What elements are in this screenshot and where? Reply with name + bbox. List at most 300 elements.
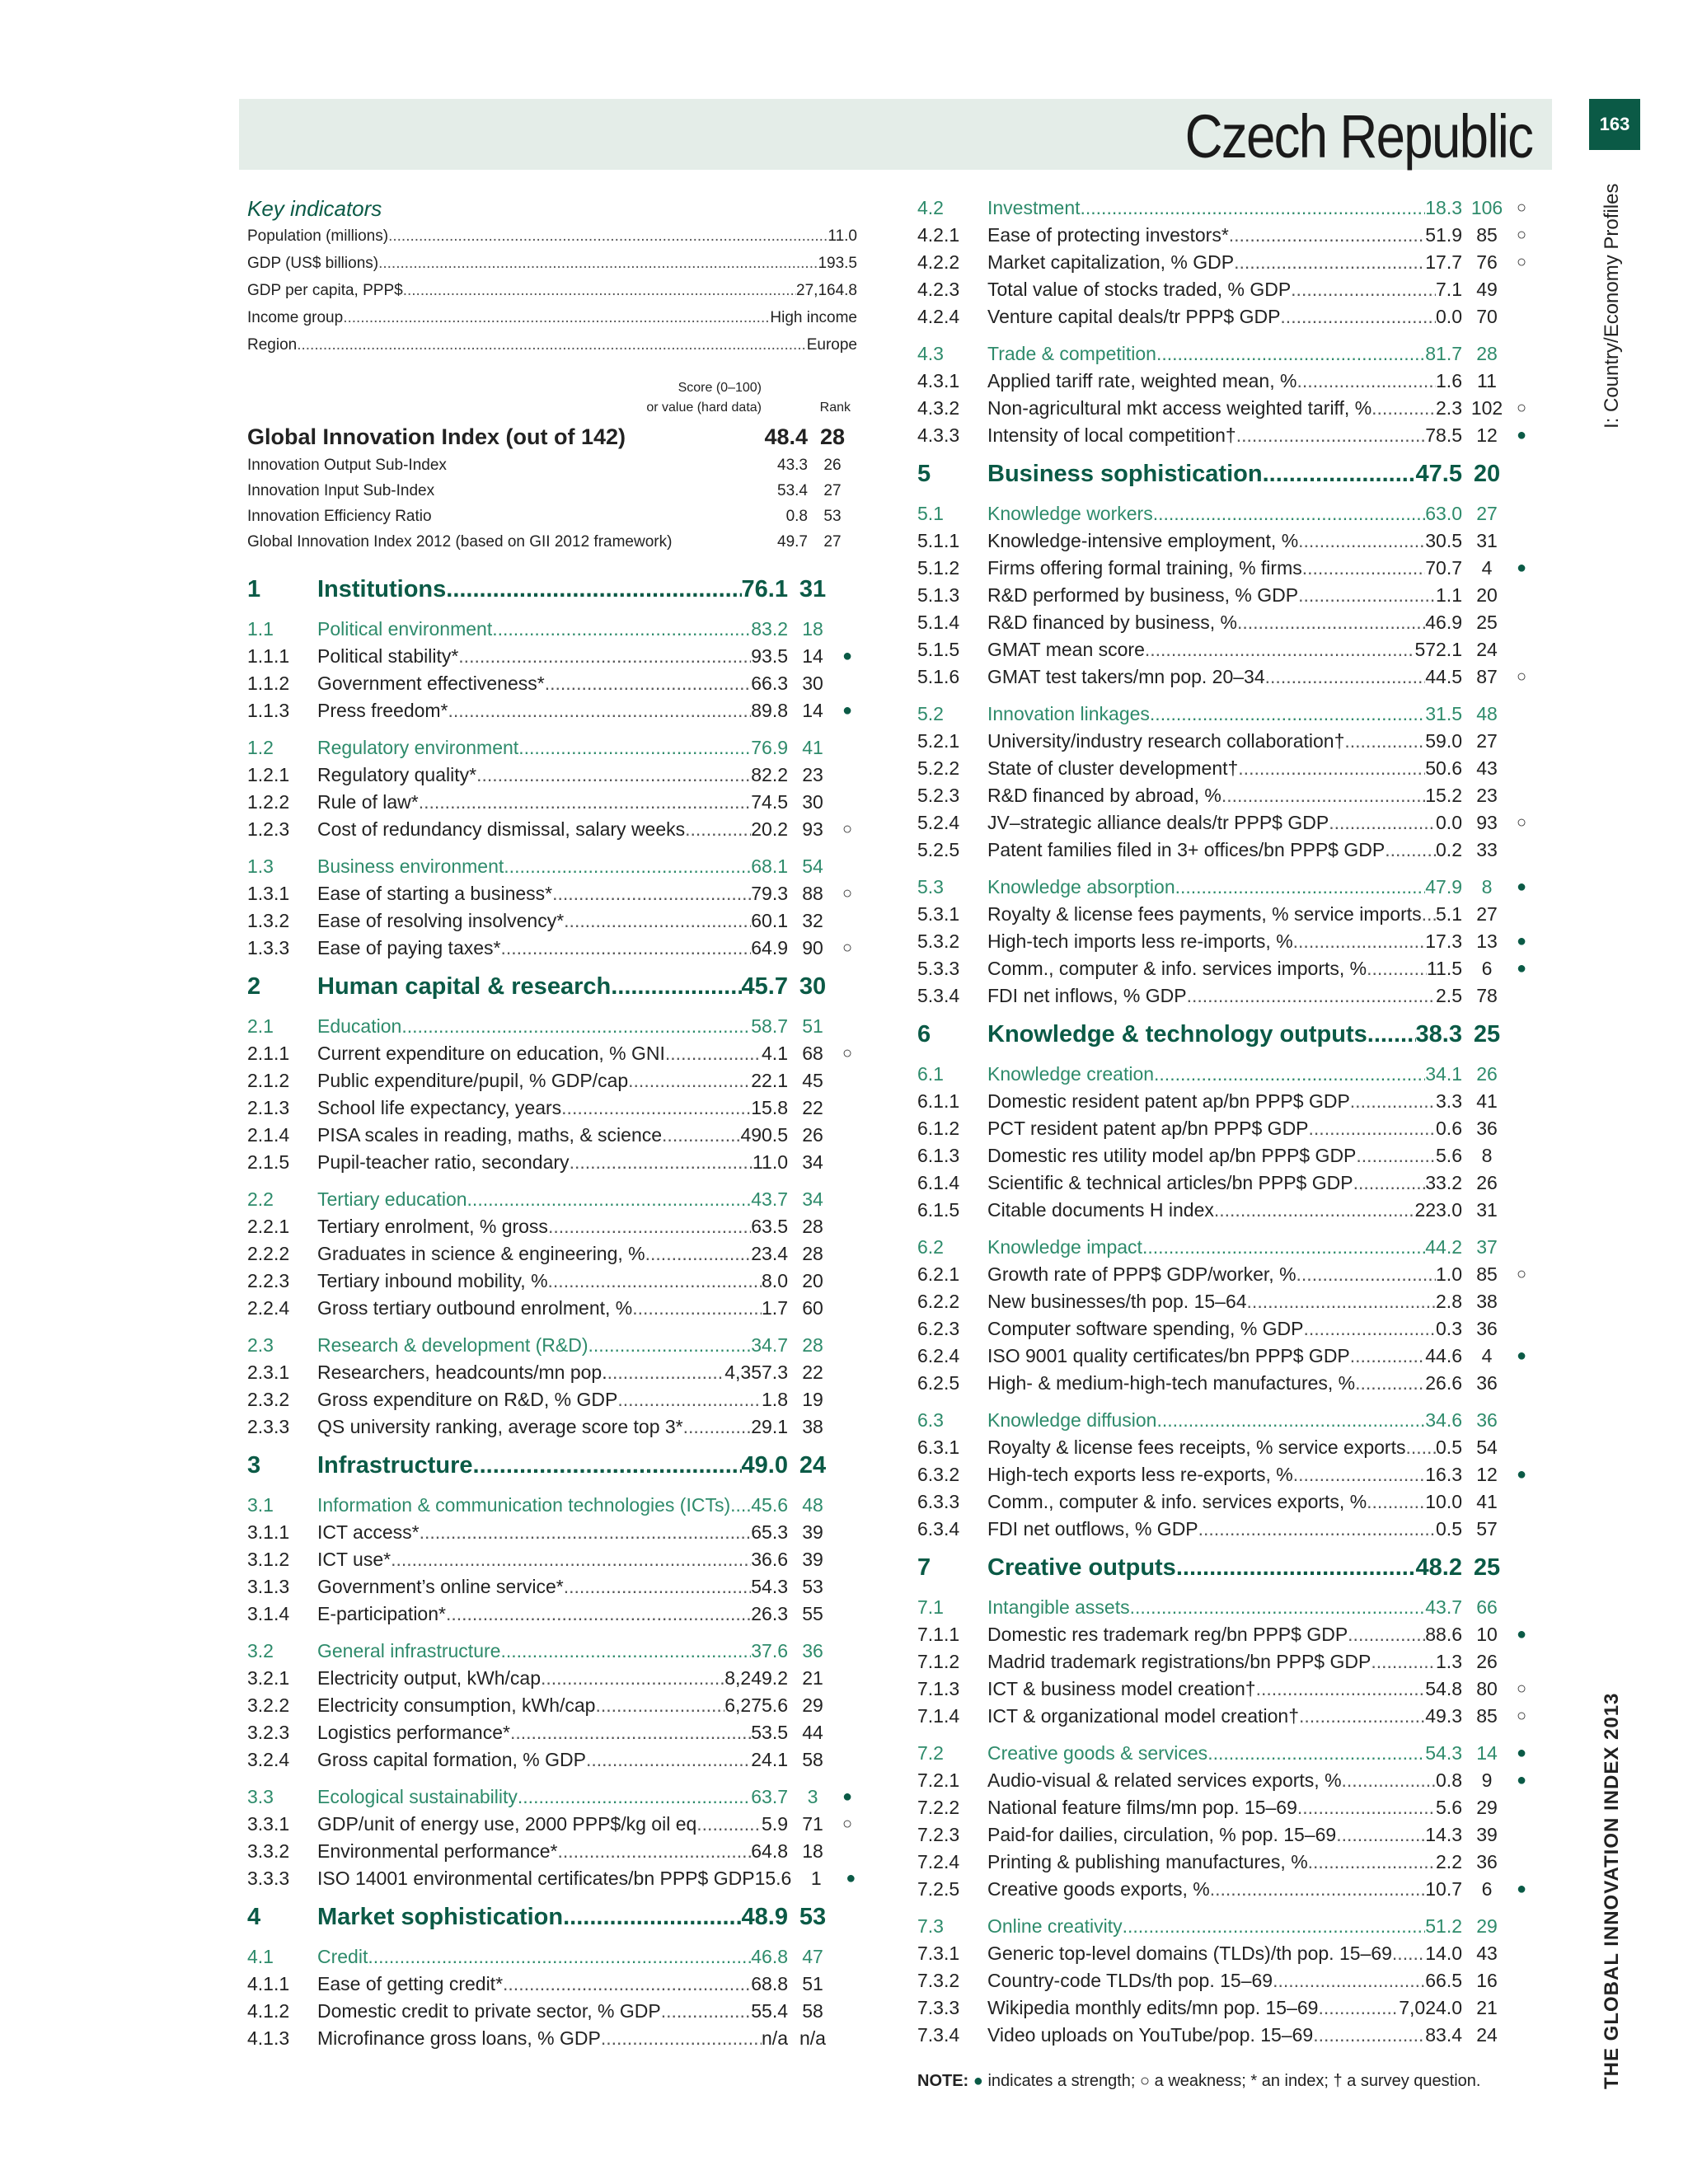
pillar-row bbox=[247, 1900, 857, 1933]
indicator-row bbox=[917, 1849, 1531, 1876]
row-rank: 78 bbox=[1476, 985, 1498, 1006]
row-score: 82.2 bbox=[751, 764, 788, 785]
pillar-row bbox=[917, 1018, 1531, 1051]
sub-index-label: Innovation Efficiency Ratio bbox=[247, 508, 432, 525]
row-label: Innovation linkages bbox=[987, 703, 1150, 724]
row-rank: 6 bbox=[1481, 958, 1493, 979]
leader-dots bbox=[1302, 555, 1426, 582]
leader-dots bbox=[1234, 249, 1425, 276]
legend-note: NOTE: ● indicates a strength; ○ a weakness; * an index; † a survey question. bbox=[917, 2072, 1481, 2090]
row-code: 3.2.2 bbox=[247, 1694, 290, 1716]
row-rank: 53 bbox=[799, 1904, 827, 1930]
leader-dots bbox=[500, 935, 751, 962]
leader-dots bbox=[476, 762, 751, 789]
sub-index-rank: 53 bbox=[823, 508, 842, 525]
row-label: Audio-visual & related services exports, % bbox=[987, 1769, 1342, 1791]
indicator-row bbox=[247, 1268, 857, 1295]
sub-pillar-row bbox=[247, 1013, 857, 1040]
leader-dots bbox=[586, 1746, 751, 1774]
row-score: 83.4 bbox=[1425, 2024, 1462, 2046]
row-rank: 71 bbox=[802, 1813, 823, 1835]
leader-dots bbox=[448, 697, 752, 724]
leader-dots bbox=[388, 223, 828, 250]
leader-dots bbox=[403, 277, 796, 304]
row-rank: 87 bbox=[1476, 666, 1498, 687]
row-label: Tertiary education bbox=[317, 1188, 467, 1210]
row-label: University/industry research collaboration† bbox=[987, 730, 1345, 752]
row-score: 0.6 bbox=[1436, 1118, 1462, 1139]
row-label: Electricity consumption, kWh/cap bbox=[317, 1694, 596, 1716]
key-indicator-row bbox=[247, 223, 857, 250]
indicator-row bbox=[247, 1971, 857, 1998]
leader-dots bbox=[557, 1838, 751, 1865]
row-code: 4.2 bbox=[917, 197, 944, 218]
row-code: 3.2.1 bbox=[247, 1667, 290, 1689]
row-label: Video uploads on YouTube/pop. 15–69 bbox=[987, 2024, 1314, 2046]
row-code: 6.1.1 bbox=[917, 1090, 960, 1112]
row-code: 5.1.6 bbox=[917, 666, 960, 687]
row-rank: 36 bbox=[802, 1640, 823, 1661]
row-rank: 36 bbox=[1476, 1409, 1498, 1431]
row-code: 2.1.1 bbox=[247, 1043, 290, 1064]
leader-dots bbox=[588, 1332, 752, 1359]
row-code: 4.3 bbox=[917, 343, 944, 364]
sub-index-rank: 27 bbox=[823, 482, 842, 499]
sub-pillar-row bbox=[917, 1913, 1531, 1940]
indicator-row bbox=[917, 928, 1531, 955]
row-rank: 26 bbox=[1476, 1063, 1498, 1085]
row-rank: 93 bbox=[802, 818, 823, 840]
row-score: 70.7 bbox=[1425, 557, 1462, 579]
row-score: 0.5 bbox=[1436, 1436, 1462, 1458]
sub-pillar-row bbox=[247, 853, 857, 880]
gii-sub-index-row bbox=[247, 504, 857, 529]
row-rank: 20 bbox=[1476, 584, 1498, 606]
indicator-row bbox=[917, 249, 1531, 276]
row-code: 7.3.1 bbox=[917, 1943, 960, 1964]
row-score: 54.3 bbox=[1425, 1742, 1462, 1764]
sub-pillar-row bbox=[247, 1638, 857, 1665]
row-code: 4.2.4 bbox=[917, 306, 960, 327]
row-score: 50.6 bbox=[1425, 757, 1462, 779]
indicator-row bbox=[917, 395, 1531, 422]
row-rank: 9 bbox=[1481, 1769, 1493, 1791]
row-rank: 60 bbox=[802, 1297, 823, 1319]
leader-dots bbox=[1156, 1407, 1425, 1434]
leader-dots bbox=[1350, 1088, 1436, 1115]
row-score: 53.5 bbox=[751, 1722, 788, 1743]
row-code: 2.2.2 bbox=[247, 1243, 290, 1264]
leader-dots bbox=[611, 970, 741, 1003]
leader-dots bbox=[467, 1186, 752, 1213]
leader-dots bbox=[1156, 340, 1425, 368]
leader-dots bbox=[510, 1719, 751, 1746]
row-code: 6.1.5 bbox=[917, 1199, 960, 1221]
leader-dots bbox=[628, 1067, 751, 1094]
indicator-row bbox=[917, 1940, 1531, 1967]
row-rank: 21 bbox=[1476, 1997, 1498, 2018]
row-rank: 36 bbox=[1476, 1118, 1498, 1139]
leader-dots bbox=[1293, 928, 1426, 955]
row-score: 14.0 bbox=[1425, 1943, 1462, 1964]
row-score: 66.3 bbox=[751, 673, 788, 694]
row-score: 223.0 bbox=[1414, 1199, 1462, 1221]
row-code: 3.3.2 bbox=[247, 1840, 290, 1862]
row-rank: 55 bbox=[802, 1603, 823, 1624]
row-score: 51.9 bbox=[1425, 224, 1462, 246]
row-rank: 26 bbox=[1476, 1651, 1498, 1672]
key-indicator-label: Region bbox=[247, 336, 298, 354]
row-label: Comm., computer & info. services imports, % bbox=[987, 958, 1367, 979]
leader-dots bbox=[368, 1943, 751, 1971]
indicator-row bbox=[917, 1434, 1531, 1461]
row-code: 4.1.2 bbox=[247, 2000, 290, 2022]
row-code: 3.1.2 bbox=[247, 1549, 290, 1570]
row-score: 23.4 bbox=[751, 1243, 788, 1264]
indicator-row bbox=[247, 1295, 857, 1322]
indicator-row bbox=[917, 1370, 1531, 1397]
row-label: School life expectancy, years bbox=[317, 1097, 562, 1118]
row-rank: 16 bbox=[1476, 1970, 1498, 1991]
row-score: 44.6 bbox=[1425, 1345, 1462, 1366]
row-label: Trade & competition bbox=[987, 343, 1156, 364]
row-rank: 24 bbox=[1476, 2024, 1498, 2046]
row-code: 7 bbox=[917, 1554, 931, 1581]
row-code: 5.3.1 bbox=[917, 903, 960, 925]
row-label: Credit bbox=[317, 1946, 368, 1967]
row-score: 64.9 bbox=[751, 937, 788, 958]
row-code: 5.2.5 bbox=[917, 839, 960, 860]
row-rank: 24 bbox=[1476, 639, 1498, 660]
indicator-row bbox=[247, 1865, 857, 1892]
row-score: 44.5 bbox=[1425, 666, 1462, 687]
row-rank: 31 bbox=[799, 576, 827, 602]
row-rank: 102 bbox=[1470, 397, 1503, 419]
row-score: 29.1 bbox=[751, 1416, 788, 1437]
row-score: 45.6 bbox=[751, 1494, 788, 1516]
leader-dots bbox=[1297, 1794, 1436, 1821]
weakness-circle-icon: ○ bbox=[1516, 1707, 1527, 1725]
indicator-row bbox=[247, 816, 857, 843]
key-indicator-row bbox=[247, 331, 857, 359]
row-label: Knowledge creation bbox=[987, 1063, 1155, 1085]
row-label: FDI net outflows, % GDP bbox=[987, 1518, 1198, 1540]
strength-dot-icon: ● bbox=[1516, 1625, 1527, 1643]
weakness-circle-icon: ○ bbox=[842, 939, 853, 957]
row-label: Computer software spending, % GDP bbox=[987, 1318, 1304, 1339]
row-code: 4.1.3 bbox=[247, 2027, 290, 2049]
row-label: Institutions bbox=[317, 576, 447, 602]
leader-dots bbox=[492, 616, 751, 643]
leader-dots bbox=[1247, 1288, 1436, 1315]
leader-dots bbox=[446, 573, 741, 606]
leader-dots bbox=[473, 1449, 742, 1482]
row-score: 18.3 bbox=[1425, 197, 1462, 218]
row-score: 51.2 bbox=[1425, 1915, 1462, 1937]
gii-sub-index-row bbox=[247, 529, 857, 555]
row-label: Domestic res trademark reg/bn PPP$ GDP bbox=[987, 1624, 1348, 1645]
row-label: Gross expenditure on R&D, % GDP bbox=[317, 1389, 618, 1410]
key-indicator-row bbox=[247, 277, 857, 304]
row-rank: 23 bbox=[802, 764, 823, 785]
row-rank: 11 bbox=[1477, 370, 1497, 391]
row-score: 49.3 bbox=[1425, 1705, 1462, 1727]
row-code: 2.1.4 bbox=[247, 1124, 290, 1146]
row-code: 3 bbox=[247, 1452, 261, 1479]
row-score: 43.7 bbox=[751, 1188, 788, 1210]
leader-dots bbox=[391, 1546, 751, 1573]
row-rank: 1 bbox=[810, 1868, 822, 1889]
leader-dots bbox=[1153, 500, 1426, 527]
row-score: 5.1 bbox=[1436, 903, 1462, 925]
row-code: 6.3.4 bbox=[917, 1518, 960, 1540]
leader-dots bbox=[518, 1783, 751, 1811]
row-rank: 4 bbox=[1481, 1345, 1493, 1366]
row-code: 7.2.1 bbox=[917, 1769, 960, 1791]
leader-dots bbox=[1298, 582, 1436, 609]
row-label: Cost of redundancy dismissal, salary weeks bbox=[317, 818, 686, 840]
row-code: 2.1.3 bbox=[247, 1097, 290, 1118]
row-score: 46.9 bbox=[1425, 612, 1462, 633]
row-score: 83.2 bbox=[751, 618, 788, 640]
row-rank: 54 bbox=[802, 855, 823, 877]
indicator-row bbox=[247, 1692, 857, 1719]
leader-dots bbox=[1392, 1940, 1425, 1967]
row-label: Ease of getting credit* bbox=[317, 1973, 504, 1994]
indicator-row bbox=[917, 1821, 1531, 1849]
leader-dots bbox=[1273, 1967, 1425, 1994]
indicator-row bbox=[917, 527, 1531, 555]
row-code: 1.3 bbox=[247, 855, 274, 877]
row-label: Knowledge workers bbox=[987, 503, 1153, 524]
leader-dots bbox=[730, 1492, 751, 1519]
row-score: 0.2 bbox=[1436, 839, 1462, 860]
row-code: 5.1.3 bbox=[917, 584, 960, 606]
row-code: 7.2.2 bbox=[917, 1797, 960, 1818]
sub-pillar-row bbox=[247, 1943, 857, 1971]
indicator-row bbox=[917, 1343, 1531, 1370]
row-rank: 39 bbox=[802, 1521, 823, 1543]
row-label: Tertiary enrolment, % gross bbox=[317, 1216, 548, 1237]
row-label: Graduates in science & engineering, % bbox=[317, 1243, 645, 1264]
sub-pillar-row bbox=[917, 874, 1531, 901]
row-code: 6.2 bbox=[917, 1236, 944, 1258]
leader-dots bbox=[1256, 1675, 1426, 1703]
row-score: 63.5 bbox=[751, 1216, 788, 1237]
row-label: Information & communication technologies (ICTs) bbox=[317, 1494, 731, 1516]
indicator-row bbox=[247, 1240, 857, 1268]
indicator-row bbox=[917, 1169, 1531, 1197]
row-rank: 45 bbox=[802, 1070, 823, 1091]
strength-dot-icon: ● bbox=[1516, 878, 1527, 896]
row-label: E-participation* bbox=[317, 1603, 446, 1624]
row-rank: 66 bbox=[1476, 1596, 1498, 1618]
row-code: 2.3.2 bbox=[247, 1389, 290, 1410]
row-code: 5.1 bbox=[917, 503, 944, 524]
sub-index-label: Global Innovation Index 2012 (based on GII 2012 framework) bbox=[247, 533, 673, 551]
leader-dots bbox=[1356, 1142, 1436, 1169]
leader-dots bbox=[545, 670, 752, 697]
row-rank: 70 bbox=[1476, 306, 1498, 327]
page-number: 163 bbox=[1589, 99, 1640, 150]
row-label: Pupil-teacher ratio, secondary bbox=[317, 1151, 570, 1173]
leader-dots bbox=[1081, 194, 1426, 222]
leader-dots bbox=[683, 1413, 752, 1441]
leader-dots bbox=[552, 880, 751, 907]
indicator-row bbox=[917, 1621, 1531, 1648]
row-label: Knowledge impact bbox=[987, 1236, 1142, 1258]
row-rank: 85 bbox=[1476, 1705, 1498, 1727]
row-code: 1.1.2 bbox=[247, 673, 290, 694]
row-label: Environmental performance* bbox=[317, 1840, 558, 1862]
row-score: 0.3 bbox=[1436, 1318, 1462, 1339]
indicator-row bbox=[247, 1998, 857, 2025]
row-label: Researchers, headcounts/mn pop. bbox=[317, 1361, 607, 1383]
leader-dots bbox=[661, 1998, 752, 2025]
sub-pillar-row bbox=[917, 1061, 1531, 1088]
row-code: 5.3.4 bbox=[917, 985, 960, 1006]
row-label: Regulatory environment bbox=[317, 737, 519, 758]
indicator-row bbox=[917, 1488, 1531, 1516]
row-score: 54.3 bbox=[751, 1576, 788, 1597]
row-score: 1.8 bbox=[762, 1389, 788, 1410]
row-score: 3.3 bbox=[1436, 1090, 1462, 1112]
row-code: 4.1.1 bbox=[247, 1973, 290, 1994]
row-label: Market capitalization, % GDP bbox=[987, 251, 1235, 273]
row-label: Human capital & research bbox=[317, 973, 612, 1000]
leader-dots bbox=[672, 529, 750, 555]
weakness-circle-icon: ○ bbox=[842, 820, 853, 838]
row-label: Gross tertiary outbound enrolment, % bbox=[317, 1297, 633, 1319]
row-code: 2.2.1 bbox=[247, 1216, 290, 1237]
row-score: n/a bbox=[762, 2027, 788, 2049]
indicator-row bbox=[247, 789, 857, 816]
row-rank: 19 bbox=[802, 1389, 823, 1410]
leader-dots bbox=[447, 452, 750, 478]
row-rank: 25 bbox=[1473, 1021, 1501, 1047]
row-code: 2.1.2 bbox=[247, 1070, 290, 1091]
leader-dots bbox=[1298, 527, 1425, 555]
indicator-row bbox=[917, 837, 1531, 864]
row-rank: 3 bbox=[807, 1786, 818, 1807]
row-rank: 6 bbox=[1481, 1878, 1493, 1900]
row-rank: 4 bbox=[1481, 557, 1493, 579]
leader-dots bbox=[1296, 368, 1436, 395]
row-code: 1.2.3 bbox=[247, 818, 290, 840]
row-label: ICT & business model creation† bbox=[987, 1678, 1256, 1699]
row-rank: 13 bbox=[1476, 930, 1498, 952]
leader-dots bbox=[1308, 1849, 1436, 1876]
indicator-row bbox=[917, 955, 1531, 982]
key-indicator-value: 11.0 bbox=[828, 227, 857, 245]
row-code: 1 bbox=[247, 576, 261, 602]
row-label: Royalty & license fees payments, % service imports bbox=[987, 903, 1422, 925]
indicator-row bbox=[917, 1794, 1531, 1821]
indicator-row bbox=[247, 670, 857, 697]
row-rank: 29 bbox=[1476, 1915, 1498, 1937]
row-code: 6.2.5 bbox=[917, 1372, 960, 1394]
row-label: Electricity output, kWh/cap bbox=[317, 1667, 541, 1689]
indicator-row bbox=[247, 697, 857, 724]
leader-dots bbox=[1229, 222, 1425, 249]
row-rank: 23 bbox=[1476, 785, 1498, 806]
row-rank: 30 bbox=[802, 791, 823, 813]
row-score: 43.7 bbox=[1425, 1596, 1462, 1618]
row-label: R&D performed by business, % GDP bbox=[987, 584, 1299, 606]
strength-dot-icon: ● bbox=[1516, 1465, 1527, 1483]
strength-dot-icon: ● bbox=[846, 1869, 856, 1887]
indicator-row bbox=[917, 728, 1531, 755]
pillar-row bbox=[917, 457, 1531, 490]
strength-dot-icon: ● bbox=[842, 701, 853, 719]
indicator-row bbox=[247, 1067, 857, 1094]
indicator-row bbox=[917, 1315, 1531, 1343]
leader-dots bbox=[595, 1692, 724, 1719]
leader-dots bbox=[570, 1149, 753, 1176]
row-code: 4.2.2 bbox=[917, 251, 960, 273]
gii-sub-index-row bbox=[247, 452, 857, 478]
row-label: Domestic resident patent ap/bn PPP$ GDP bbox=[987, 1090, 1350, 1112]
row-rank: 14 bbox=[802, 645, 823, 667]
strength-dot-icon: ● bbox=[1516, 559, 1527, 577]
row-score: 65.3 bbox=[751, 1521, 788, 1543]
row-rank: 58 bbox=[802, 1749, 823, 1770]
leader-dots bbox=[1130, 1594, 1426, 1621]
leader-dots bbox=[1154, 1061, 1425, 1088]
rank-header-label: Rank bbox=[819, 401, 851, 415]
row-rank: 36 bbox=[1476, 1851, 1498, 1872]
row-score: 2.8 bbox=[1436, 1291, 1462, 1312]
sub-index-label: Innovation Input Sub-Index bbox=[247, 482, 435, 499]
row-rank: 76 bbox=[1476, 251, 1498, 273]
row-label: High-tech imports less re-imports, % bbox=[987, 930, 1293, 952]
strength-dot-icon: ● bbox=[1516, 959, 1527, 977]
row-label: Creative goods & services bbox=[987, 1742, 1208, 1764]
row-rank: 85 bbox=[1476, 224, 1498, 246]
row-rank: 57 bbox=[1476, 1518, 1498, 1540]
row-rank: 90 bbox=[802, 937, 823, 958]
indicator-row bbox=[917, 1767, 1531, 1794]
gii-sub-indices bbox=[247, 452, 857, 555]
weakness-circle-icon: ○ bbox=[842, 1815, 853, 1833]
row-rank: 68 bbox=[802, 1043, 823, 1064]
weakness-circle-icon: ○ bbox=[1516, 813, 1527, 832]
row-score: 17.3 bbox=[1425, 930, 1462, 952]
indicator-row bbox=[917, 1703, 1531, 1730]
row-rank: 31 bbox=[1476, 530, 1498, 551]
sub-pillar-row bbox=[917, 1234, 1531, 1261]
indicator-row bbox=[917, 609, 1531, 636]
row-score: 0.0 bbox=[1436, 812, 1462, 833]
row-label: Generic top-level domains (TLDs)/th pop. 15–69 bbox=[987, 1943, 1392, 1964]
row-code: 7.1.3 bbox=[917, 1678, 960, 1699]
row-score: 49.0 bbox=[741, 1452, 788, 1479]
indicator-row bbox=[247, 1546, 857, 1573]
row-label: R&D financed by abroad, % bbox=[987, 785, 1221, 806]
row-score: 22.1 bbox=[751, 1070, 788, 1091]
row-rank: 29 bbox=[1476, 1797, 1498, 1818]
leader-dots bbox=[446, 1601, 751, 1628]
weakness-circle-icon: ○ bbox=[1516, 1680, 1527, 1698]
row-code: 7.3.3 bbox=[917, 1997, 960, 2018]
leader-dots bbox=[1318, 1994, 1399, 2022]
row-label: Paid-for dailies, circulation, % pop. 15–69 bbox=[987, 1824, 1337, 1845]
leader-dots bbox=[401, 1013, 751, 1040]
row-label: Ecological sustainability bbox=[317, 1786, 518, 1807]
row-score: 63.7 bbox=[751, 1786, 788, 1807]
row-score: 1.7 bbox=[762, 1297, 788, 1319]
row-score: 6,275.6 bbox=[724, 1694, 788, 1716]
